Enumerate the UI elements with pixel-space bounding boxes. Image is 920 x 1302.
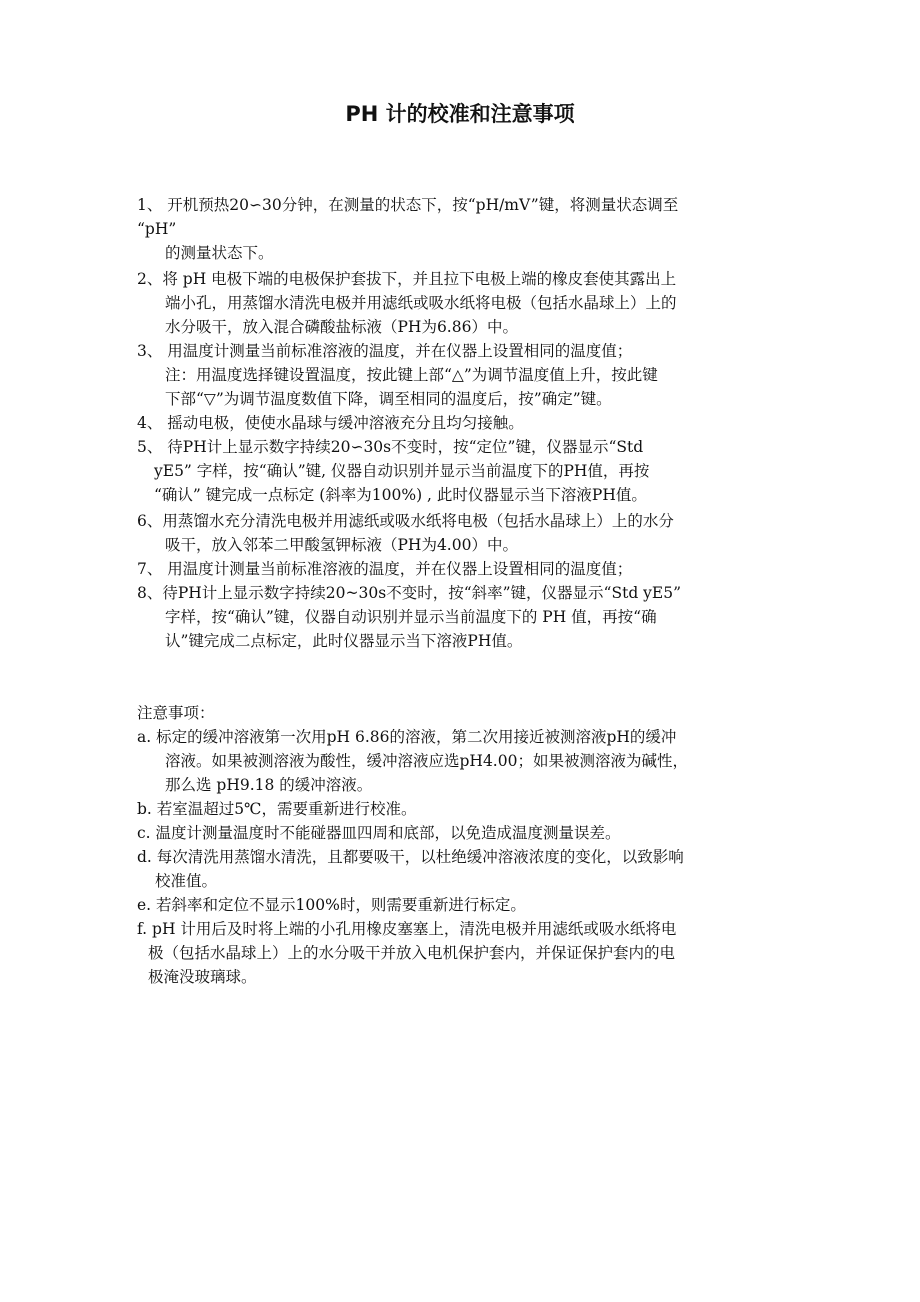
page-title: PH 计的校准和注意事项 bbox=[345, 102, 575, 126]
note-e-line-1: e. 若斜率和定位不显示100%时，则需要重新进行标定。 bbox=[137, 896, 526, 914]
step-6-line-2: 吸干，放入邻苯二甲酸氢钾标液（PH为4.00）中。 bbox=[165, 536, 518, 554]
step-2-line-3: 水分吸干，放入混合磷酸盐标液（PH为6.86）中。 bbox=[165, 318, 518, 336]
step-8-line-3: 认”键完成二点标定，此时仪器显示当下溶液PH值。 bbox=[165, 632, 523, 650]
note-d-line-2: 校准值。 bbox=[155, 872, 218, 890]
step-2-line-1: 2、将 pH 电极下端的电极保护套拔下，并且拉下电极上端的橡皮套使其露出上 bbox=[137, 270, 677, 288]
note-f-line-2: 极（包括水晶球上）上的水分吸干并放入电机保护套内，并保证保护套内的电 bbox=[148, 944, 676, 962]
step-7-line-1: 7、 用温度计测量当前标准溶液的温度，并在仪器上设置相同的温度值； bbox=[137, 560, 633, 578]
step-5-line-3: “确认” 键完成一点标定 (斜率为100%) , 此时仪器显示当下溶液PH值。 bbox=[154, 486, 647, 504]
step-8-line-1: 8、待PH计上显示数字持续20~30s不变时，按“斜率”键，仪器显示“Std yE5” bbox=[137, 584, 682, 602]
note-a-line-3: 那么选 pH9.18 的缓冲溶液。 bbox=[165, 776, 373, 794]
note-a-line-2: 溶液。如果被测溶液为酸性，缓冲溶液应选pH4.00；如果被测溶液为碱性， bbox=[165, 752, 688, 770]
step-1-line-2: “pH” bbox=[137, 220, 177, 238]
step-3-line-1: 3、 用温度计测量当前标准溶液的温度，并在仪器上设置相同的温度值； bbox=[137, 342, 633, 360]
step-5-line-1: 5、 待PH计上显示数字持续20∽30s不变时，按“定位”键，仪器显示“Std bbox=[137, 438, 644, 456]
step-1-line-1: 1、 开机预热20∽30分钟，在测量的状态下，按“pH/mV”键，将测量状态调至 bbox=[137, 196, 679, 214]
step-3-line-3: 下部“▽”为调节温度数值下降，调至相同的温度后，按”确定”键。 bbox=[165, 390, 612, 408]
note-f-line-1: f. pH 计用后及时将上端的小孔用橡皮塞塞上，清洗电极并用滤纸或吸水纸将电 bbox=[137, 920, 677, 938]
notes-heading: 注意事项： bbox=[137, 704, 215, 722]
note-c-line-1: c. 温度计测量温度时不能碰器皿四周和底部，以免造成温度测量误差。 bbox=[137, 824, 621, 842]
step-2-line-2: 端小孔，用蒸馏水清洗电极并用滤纸或吸水纸将电极（包括水晶球上）上的 bbox=[165, 294, 677, 312]
step-5-line-2: yE5” 字样，按“确认”键, 仪器自动识别并显示当前温度下的PH值，再按 bbox=[154, 462, 650, 480]
step-3-line-2: 注：用温度选择键设置温度，按此键上部“△”为调节温度值上升，按此键 bbox=[165, 366, 658, 384]
step-1-line-3: 的测量状态下。 bbox=[165, 244, 274, 262]
step-8-line-2: 字样，按“确认”键，仪器自动识别并显示当前温度下的 PH 值，再按“确 bbox=[165, 608, 657, 626]
step-4-line-1: 4、 摇动电极，使使水晶球与缓冲溶液充分且均匀接触。 bbox=[137, 414, 524, 432]
step-6-line-1: 6、用蒸馏水充分清洗电极并用滤纸或吸水纸将电极（包括水晶球上）上的水分 bbox=[137, 512, 674, 530]
note-a-line-1: a. 标定的缓冲溶液第一次用pH 6.86的溶液，第二次用接近被测溶液pH的缓冲 bbox=[137, 728, 677, 746]
note-b-line-1: b. 若室温超过5℃，需要重新进行校准。 bbox=[137, 800, 417, 818]
note-d-line-1: d. 每次清洗用蒸馏水清洗，且都要吸干，以杜绝缓冲溶液浓度的变化，以致影响 bbox=[137, 848, 684, 866]
note-f-line-3: 极淹没玻璃球。 bbox=[148, 968, 257, 986]
